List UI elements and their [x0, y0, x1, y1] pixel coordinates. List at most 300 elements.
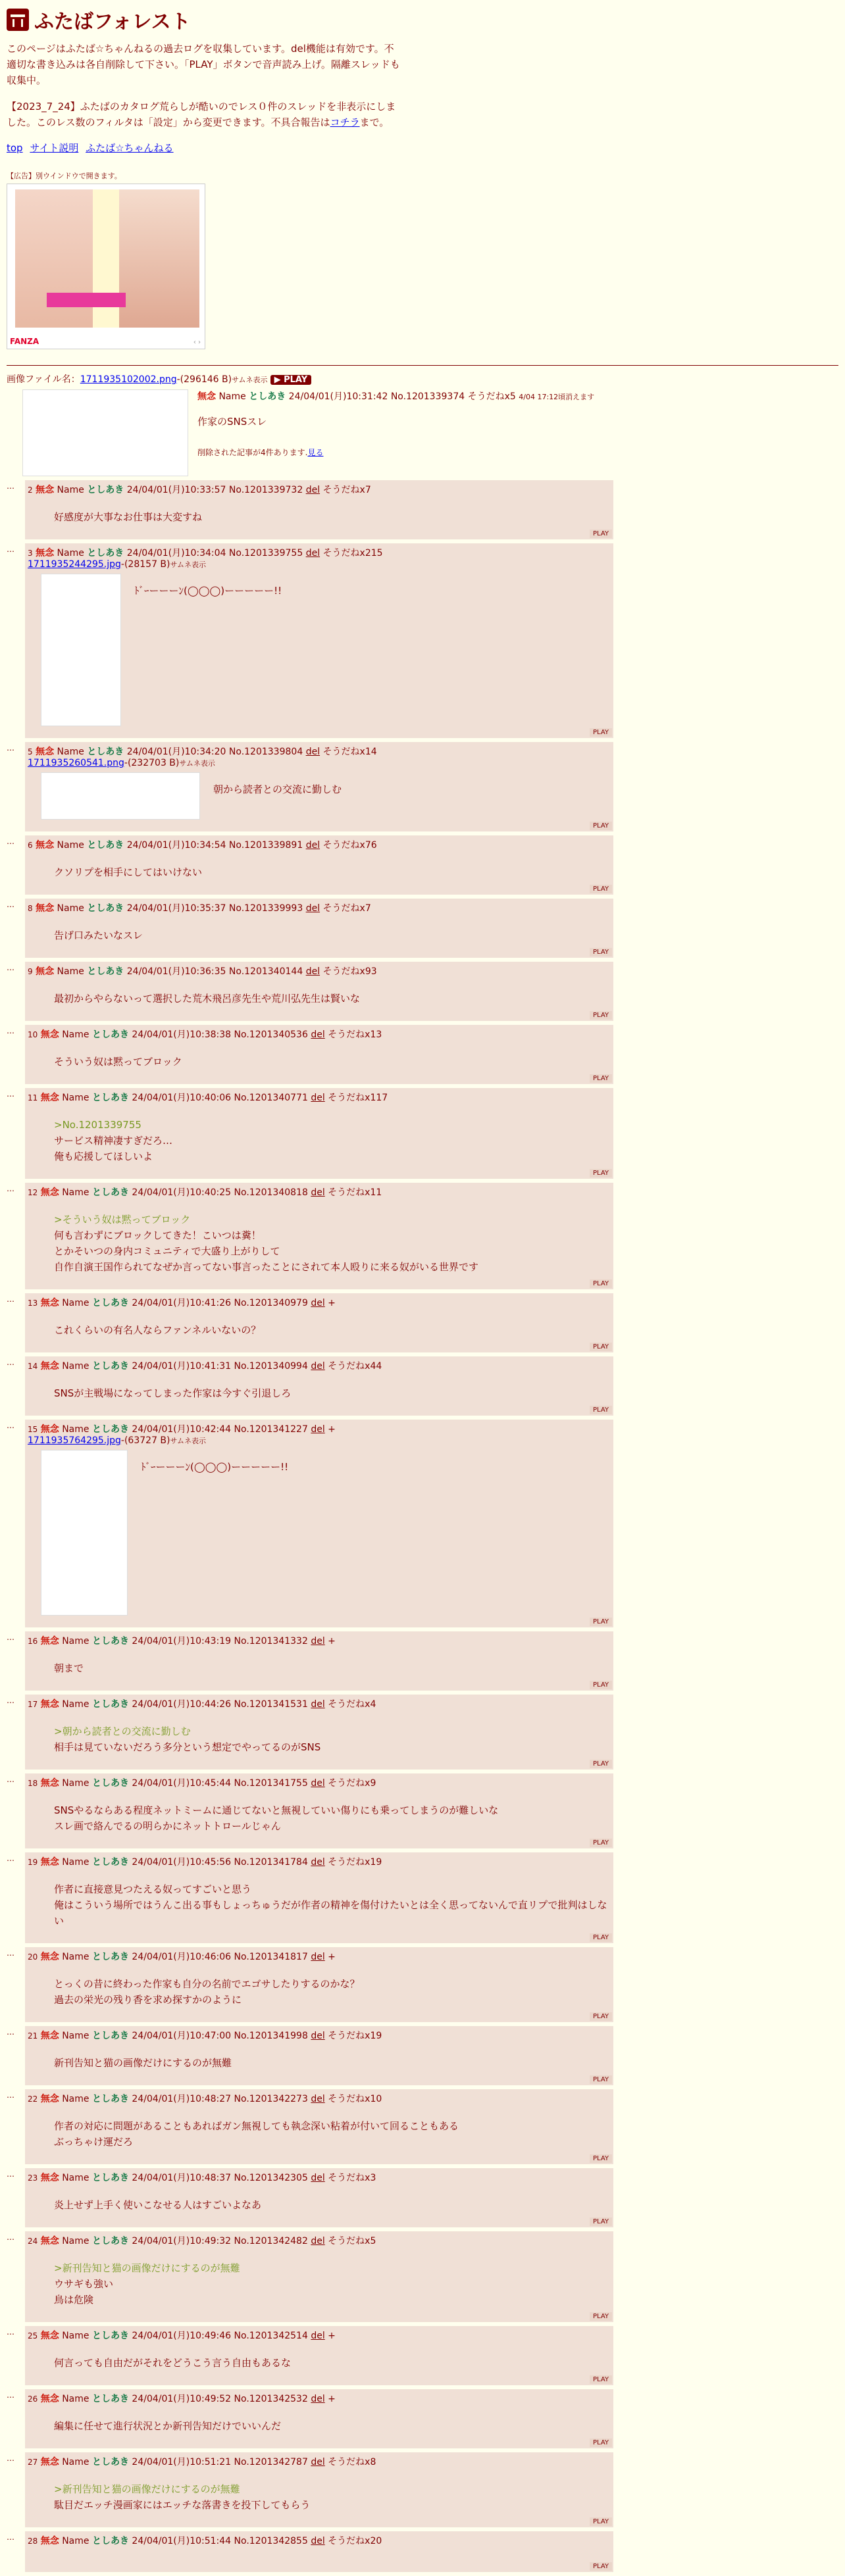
- reply-line: 作者の対応に問題があることもあればガン無視しても執念深い粘着が付いて回ることもある: [54, 2120, 459, 2132]
- reply-no[interactable]: No.1201339804: [228, 747, 303, 757]
- ad-label: 【広告】別ウインドウで開きます。: [7, 172, 122, 180]
- reply-no[interactable]: No.1201341227: [234, 1424, 308, 1435]
- divider: [7, 365, 838, 366]
- reply-no[interactable]: No.1201341755: [234, 1778, 308, 1789]
- play-button[interactable]: PLAY: [590, 2312, 612, 2321]
- reply-number: 12: [28, 1188, 38, 1197]
- play-button[interactable]: PLAY: [590, 1760, 612, 1768]
- op-file-line: 画像ファイル名：1711935102002.png-(296146 B)サムネ表示 ▶ PLAY: [7, 372, 838, 385]
- reply-name-label: Name: [62, 1298, 90, 1308]
- reply-name: としあき: [91, 1093, 129, 1103]
- reply-subject: 無念: [36, 840, 55, 851]
- play-button[interactable]: PLAY: [590, 2075, 612, 2084]
- del-link[interactable]: del: [311, 2536, 325, 2546]
- sodane-button[interactable]: そうだねx76: [322, 840, 377, 851]
- reply-line: とっくの昔に終わった作家も自分の名前でエゴサしたりするのかな？: [54, 1978, 360, 1990]
- reply-line: 新刊告知と猫の画像だけにするのが無難: [54, 2057, 232, 2069]
- reply-datetime: 24/04/01(月)10:34:54: [126, 840, 226, 851]
- sodane-button[interactable]: そうだねx5: [328, 2236, 376, 2246]
- reply-subject: 無念: [36, 485, 55, 495]
- reply-line: 炎上せず上手く使いこなせる人はすごいよなあ: [54, 2199, 262, 2211]
- reply-meta: [28, 2234, 613, 2247]
- sodane-button[interactable]: そうだねx7: [322, 903, 371, 914]
- del-link[interactable]: del: [311, 2457, 325, 2467]
- sodane-button[interactable]: そうだねx7: [322, 485, 371, 495]
- reply-meta: [28, 2092, 613, 2105]
- reply-no[interactable]: No.1201341531: [234, 1699, 308, 1710]
- reply-line: ぶっちゃけ運だろ: [54, 2136, 134, 2148]
- reply-name: としあき: [91, 1361, 129, 1372]
- reply-post: [25, 1420, 613, 1627]
- sodane-button[interactable]: +: [328, 1636, 336, 1647]
- reply-body: [54, 1723, 613, 1755]
- play-button[interactable]: PLAY: [590, 1074, 612, 1083]
- reply-subject: 無念: [40, 2457, 59, 2467]
- reply-body: [54, 2260, 613, 2308]
- reply-number: 2: [28, 485, 33, 495]
- reply-name-label: Name: [62, 1093, 90, 1103]
- reply-row: [7, 1293, 838, 1352]
- reply-no[interactable]: No.1201339891: [228, 840, 303, 851]
- reply-subject: 無念: [36, 966, 55, 977]
- reply-body: [54, 2355, 613, 2371]
- reply-post: [25, 1183, 613, 1289]
- reply-subject: 無念: [40, 2536, 59, 2546]
- reply-meta: [28, 1028, 613, 1041]
- sodane-button[interactable]: そうだねx117: [328, 1093, 388, 1103]
- reply-no[interactable]: No.1201341784: [234, 1857, 308, 1868]
- reply-line: 自作自演王国作られてなぜか言ってない事言ったことにされて本人殴りに来る奴がいる世界です: [54, 1261, 479, 1273]
- omit-link[interactable]: 見る: [307, 448, 324, 457]
- play-button[interactable]: PLAY: [590, 2154, 612, 2163]
- reply-subject: 無念: [36, 747, 55, 757]
- reply-dots: …: [7, 2027, 14, 2037]
- reply-name-label: Name: [62, 1424, 90, 1435]
- reply-no[interactable]: No.1201340536: [234, 1029, 308, 1040]
- site-title[interactable]: ふたばフォレスト: [34, 11, 191, 34]
- reply-name-label: Name: [57, 485, 84, 495]
- reply-dots: …: [7, 1633, 14, 1642]
- reply-row: [7, 1088, 838, 1179]
- reply-file-link[interactable]: 1711935244295.jpg: [28, 559, 121, 570]
- reply-body: [213, 781, 342, 797]
- play-button[interactable]: PLAY: [590, 530, 612, 538]
- intro-paragraph-1: このページはふたば☆ちゃんねるの過去ログを収集しています。del機能は有効です。不適切な書き込みは各自削除して下さい。「PLAY」ボタンで音声読み上げ。隔離スレッドも収集中。: [7, 43, 400, 86]
- reply-file-size: -(28157 B): [120, 559, 170, 570]
- reply-subject: 無念: [36, 548, 55, 558]
- reply-line: 駄目だエッチ漫画家にはエッチな落書きを投下してもらう: [54, 2499, 311, 2511]
- reply-post: [25, 962, 613, 1021]
- reply-name: としあき: [87, 548, 124, 558]
- sodane-button[interactable]: そうだねx20: [328, 2536, 382, 2546]
- reply-post: [25, 2452, 613, 2527]
- del-link[interactable]: del: [311, 1298, 325, 1308]
- reply-no[interactable]: No.1201342787: [234, 2457, 308, 2467]
- reply-body: [54, 1881, 613, 1929]
- reply-subject: 無念: [40, 1424, 59, 1435]
- reply-subject: 無念: [40, 2394, 59, 2404]
- reply-body: [141, 1459, 288, 1475]
- reply-name-label: Name: [62, 2173, 90, 2183]
- reply-no[interactable]: No.1201341998: [234, 2031, 308, 2041]
- reply-line: 告げ口みたいなスレ: [54, 929, 143, 941]
- play-button[interactable]: PLAY: [590, 2375, 612, 2384]
- play-button[interactable]: PLAY: [590, 1839, 612, 1847]
- sodane-button[interactable]: そうだねx10: [328, 2094, 382, 2104]
- reply-subject: 無念: [40, 2031, 59, 2041]
- reply-no[interactable]: No.1201339732: [228, 485, 303, 495]
- reply-meta: [28, 2455, 613, 2468]
- del-link[interactable]: del: [311, 2031, 325, 2041]
- reply-quote: >新刊告知と猫の画像だけにするのが無難: [54, 2262, 240, 2274]
- reply-file-link[interactable]: 1711935764295.jpg: [28, 1435, 121, 1446]
- play-button[interactable]: PLAY: [590, 1406, 612, 1414]
- reply-post: [25, 1293, 613, 1352]
- reply-post: [25, 2389, 613, 2448]
- reply-dots: …: [7, 1295, 14, 1304]
- reply-datetime: 24/04/01(月)10:47:00: [132, 2031, 232, 2041]
- play-button[interactable]: PLAY: [590, 728, 612, 737]
- op-omit: 削除された記事が4件あります.見る: [197, 448, 324, 457]
- reply-meta: [28, 1634, 613, 1647]
- reply-number: 11: [28, 1093, 38, 1102]
- play-button[interactable]: PLAY: [590, 1011, 612, 1020]
- reply-name-label: Name: [62, 1361, 90, 1372]
- play-button[interactable]: PLAY: [590, 2517, 612, 2526]
- play-button[interactable]: PLAY: [590, 2562, 612, 2571]
- reply-row: [7, 962, 838, 1021]
- del-link[interactable]: del: [311, 1952, 325, 1962]
- del-link[interactable]: del: [311, 1029, 325, 1040]
- reply-line: 作者に直接意見つたえる奴ってすごいと思う: [54, 1883, 252, 1895]
- reply-row: [7, 2089, 838, 2164]
- reply-body: [54, 2055, 613, 2071]
- reply-dots: …: [7, 2327, 14, 2337]
- reply-datetime: 24/04/01(月)10:41:31: [132, 1361, 232, 1372]
- reply-name: としあき: [91, 1699, 129, 1710]
- sodane-button[interactable]: そうだねx9: [328, 1778, 376, 1789]
- reply-quote: >No.1201339755: [54, 1119, 141, 1131]
- reply-meta: [28, 546, 613, 559]
- del-link[interactable]: del: [305, 548, 320, 558]
- sodane-button[interactable]: そうだねx14: [322, 747, 377, 757]
- reply-row: [7, 480, 838, 539]
- ad-arrows[interactable]: ‹ ›: [193, 339, 201, 346]
- reply-datetime: 24/04/01(月)10:36:35: [126, 966, 226, 977]
- reply-no[interactable]: No.1201340979: [234, 1298, 308, 1308]
- ad-banner[interactable]: [7, 184, 205, 349]
- reply-line: サービス精神凄すぎだろ…: [54, 1135, 173, 1147]
- reply-post: [25, 1025, 613, 1084]
- thumb-note: サムネ表示: [170, 1437, 206, 1445]
- reply-name: としあき: [91, 2457, 129, 2467]
- reply-no[interactable]: No.1201342532: [234, 2394, 308, 2404]
- del-link[interactable]: del: [311, 1699, 325, 1710]
- reply-meta: [28, 1091, 613, 1104]
- site-header: [7, 5, 838, 34]
- reply-image[interactable]: [41, 772, 200, 820]
- reply-subject: 無念: [40, 1778, 59, 1789]
- op-thumbnail[interactable]: [22, 389, 188, 476]
- play-button[interactable]: PLAY: [590, 885, 612, 893]
- reply-image[interactable]: [41, 574, 121, 726]
- reply-meta: [28, 1296, 613, 1309]
- reply-dots: …: [7, 963, 14, 972]
- del-link[interactable]: del: [311, 2331, 325, 2341]
- play-button[interactable]: PLAY: [590, 2012, 612, 2021]
- reply-subject: 無念: [40, 1298, 59, 1308]
- reply-row: [7, 543, 838, 738]
- del-link[interactable]: del: [311, 1093, 325, 1103]
- reply-no[interactable]: No.1201341332: [234, 1636, 308, 1647]
- reply-datetime: 24/04/01(月)10:40:06: [132, 1093, 232, 1103]
- reply-name: としあき: [91, 2394, 129, 2404]
- reply-name-label: Name: [62, 2331, 90, 2341]
- sodane-button[interactable]: そうだねx215: [322, 548, 383, 558]
- reply-meta: [28, 1185, 613, 1199]
- reply-file-line: [28, 1435, 613, 1446]
- reply-line: ﾄﾞｰーーーﾝ(◯◯◯)ーーーーー!!: [134, 585, 282, 597]
- reply-no[interactable]: No.1201342273: [234, 2094, 308, 2104]
- reply-meta: [28, 838, 613, 851]
- reply-subject: 無念: [40, 2331, 59, 2341]
- reply-name: としあき: [91, 2536, 129, 2546]
- reply-no[interactable]: No.1201339755: [228, 548, 303, 558]
- reply-post: [25, 2168, 613, 2227]
- reply-subject: 無念: [40, 2094, 59, 2104]
- reply-name: としあき: [91, 1857, 129, 1868]
- sodane-button[interactable]: そうだねx44: [328, 1361, 382, 1372]
- reply-row: [7, 2026, 838, 2085]
- reply-number: 24: [28, 2237, 38, 2246]
- sodane-button[interactable]: そうだねx93: [322, 966, 377, 977]
- reply-body: [54, 1212, 613, 1275]
- op-file-link[interactable]: 1711935102002.png: [80, 374, 177, 385]
- reply-meta: [28, 1855, 613, 1868]
- op-sodane[interactable]: そうだねx5: [467, 391, 516, 402]
- reply-number: 16: [28, 1637, 38, 1646]
- reply-number: 5: [28, 747, 33, 756]
- sodane-button[interactable]: そうだねx8: [328, 2457, 376, 2467]
- reply-dots: …: [7, 900, 14, 909]
- reply-meta: [28, 483, 613, 496]
- reply-no[interactable]: No.1201342855: [234, 2536, 308, 2546]
- reply-number: 14: [28, 1362, 38, 1371]
- reply-meta: [28, 964, 613, 978]
- play-button[interactable]: PLAY: [590, 948, 612, 956]
- reply-name: としあき: [91, 1952, 129, 1962]
- reply-subject: 無念: [40, 1952, 59, 1962]
- reply-line: 朝まで: [54, 1662, 84, 1674]
- reply-row: [7, 2326, 838, 2385]
- reply-subject: 無念: [40, 1699, 59, 1710]
- reply-dots: …: [7, 2169, 14, 2179]
- reply-name: としあき: [91, 2094, 129, 2104]
- sodane-button[interactable]: +: [328, 2394, 336, 2404]
- reply-no[interactable]: No.1201340994: [234, 1361, 308, 1372]
- del-link[interactable]: del: [305, 966, 320, 977]
- reply-body: [54, 2418, 613, 2434]
- del-link[interactable]: del: [305, 903, 320, 914]
- reply-subject: 無念: [40, 1187, 59, 1198]
- reply-body: [54, 2481, 613, 2513]
- futaba-link[interactable]: ふたば☆ちゃんねる: [86, 142, 174, 154]
- reply-meta: [28, 1422, 613, 1435]
- reply-number: 20: [28, 1952, 38, 1962]
- reply-dots: …: [7, 1854, 14, 1863]
- sodane-button[interactable]: +: [328, 1424, 336, 1435]
- reply-name: としあき: [87, 903, 124, 914]
- reply-row: [7, 2389, 838, 2448]
- reply-dots: …: [7, 545, 14, 554]
- reply-row: [7, 1773, 838, 1848]
- play-button[interactable]: PLAY: [590, 2439, 612, 2447]
- reply-number: 6: [28, 841, 33, 850]
- play-button[interactable]: PLAY: [590, 1618, 612, 1626]
- reply-number: 28: [28, 2537, 38, 2546]
- play-button[interactable]: PLAY: [590, 1681, 612, 1689]
- reply-line: 好感度が大事なお仕事は大変すね: [54, 511, 203, 523]
- del-link[interactable]: del: [305, 840, 320, 851]
- sodane-button[interactable]: そうだねx19: [328, 1857, 382, 1868]
- reply-no[interactable]: No.1201342305: [234, 2173, 308, 2183]
- reply-quote: >そういう奴は黙ってブロック: [54, 1214, 191, 1226]
- reply-no[interactable]: No.1201341817: [234, 1952, 308, 1962]
- del-link[interactable]: del: [311, 1778, 325, 1789]
- reply-name: としあき: [91, 1424, 129, 1435]
- reply-subject: 無念: [40, 1093, 59, 1103]
- del-link[interactable]: del: [311, 2094, 325, 2104]
- sodane-button[interactable]: そうだねx3: [328, 2173, 376, 2183]
- reply-no[interactable]: No.1201340144: [228, 966, 303, 977]
- reply-no[interactable]: No.1201342514: [234, 2331, 308, 2341]
- reply-row: [7, 1947, 838, 2022]
- reply-number: 10: [28, 1030, 38, 1039]
- reply-dots: …: [7, 1358, 14, 1367]
- del-link[interactable]: del: [305, 485, 320, 495]
- reply-name-label: Name: [57, 840, 84, 851]
- del-link[interactable]: del: [311, 1187, 325, 1198]
- reply-post: [25, 1947, 613, 2022]
- reply-row: [7, 2452, 838, 2527]
- reply-post: [25, 1356, 613, 1416]
- reply-dots: …: [7, 1026, 14, 1035]
- del-link[interactable]: del: [311, 1424, 325, 1435]
- del-link[interactable]: del: [311, 1636, 325, 1647]
- reply-no[interactable]: No.1201342482: [234, 2236, 308, 2246]
- reply-row: [7, 1025, 838, 1084]
- reply-datetime: 24/04/01(月)10:48:37: [132, 2173, 232, 2183]
- sodane-button[interactable]: +: [328, 2331, 336, 2341]
- sodane-button[interactable]: そうだねx11: [328, 1187, 382, 1198]
- play-button[interactable]: PLAY: [590, 1169, 612, 1177]
- sodane-button[interactable]: そうだねx19: [328, 2031, 382, 2041]
- reply-datetime: 24/04/01(月)10:40:25: [132, 1187, 232, 1198]
- reply-body: [54, 2118, 613, 2150]
- reply-datetime: 24/04/01(月)10:49:32: [132, 2236, 232, 2246]
- op-play-button[interactable]: ▶ PLAY: [270, 375, 312, 385]
- reply-number: 22: [28, 2094, 38, 2104]
- sodane-button[interactable]: +: [328, 1952, 336, 1962]
- reply-name-label: Name: [62, 2394, 90, 2404]
- sodane-button[interactable]: そうだねx13: [328, 1029, 382, 1040]
- reply-dots: …: [7, 2390, 14, 2400]
- play-button[interactable]: PLAY: [590, 1279, 612, 1288]
- play-button[interactable]: PLAY: [590, 2217, 612, 2226]
- del-link[interactable]: del: [311, 1361, 325, 1372]
- reply-body: [54, 1976, 613, 2008]
- reply-name-label: Name: [57, 747, 84, 757]
- reply-post: [25, 1852, 613, 1943]
- play-button[interactable]: PLAY: [590, 1343, 612, 1351]
- reply-datetime: 24/04/01(月)10:45:44: [132, 1778, 232, 1789]
- reply-dots: …: [7, 1775, 14, 1784]
- forest-logo-icon[interactable]: [7, 9, 29, 31]
- reply-meta: [28, 1776, 613, 1789]
- reply-line: 何も言わずにブロックしてきた！こいつは糞！: [54, 1229, 261, 1241]
- del-link[interactable]: del: [311, 2394, 325, 2404]
- reply-meta: [28, 901, 613, 914]
- report-link[interactable]: コチラ: [330, 116, 360, 128]
- ad-brand: FANZA: [10, 337, 39, 346]
- reply-row: [7, 2231, 838, 2322]
- reply-list: [7, 480, 838, 2572]
- reply-row: [7, 742, 838, 831]
- del-link[interactable]: del: [311, 1857, 325, 1868]
- reply-no[interactable]: No.1201340771: [234, 1093, 308, 1103]
- reply-line: ウサギも強い: [54, 2278, 114, 2290]
- reply-number: 26: [28, 2394, 38, 2404]
- del-link[interactable]: del: [311, 2236, 325, 2246]
- reply-name: としあき: [91, 1187, 129, 1198]
- reply-file-link[interactable]: 1711935260541.png: [28, 758, 124, 768]
- sodane-button[interactable]: そうだねx4: [328, 1699, 376, 1710]
- play-button[interactable]: PLAY: [590, 822, 612, 830]
- reply-body: [54, 1322, 613, 1338]
- thumb-note: サムネ表示: [179, 759, 215, 768]
- reply-no[interactable]: No.1201339993: [228, 903, 303, 914]
- about-link[interactable]: サイト説明: [30, 142, 79, 154]
- op-post: [22, 389, 838, 476]
- reply-post: [25, 1773, 613, 1848]
- reply-number: 21: [28, 2031, 38, 2041]
- reply-row: [7, 2531, 838, 2572]
- reply-post: [25, 480, 613, 539]
- reply-subject: 無念: [40, 2173, 59, 2183]
- reply-image[interactable]: [41, 1450, 128, 1616]
- sodane-button[interactable]: +: [328, 1298, 336, 1308]
- reply-post: [25, 1695, 613, 1770]
- reply-no[interactable]: No.1201340818: [234, 1187, 308, 1198]
- reply-body: [54, 1660, 613, 1676]
- reply-post: [25, 2326, 613, 2385]
- play-button[interactable]: PLAY: [590, 1933, 612, 1942]
- reply-line: 俺も応援してほしいよ: [54, 1151, 153, 1162]
- thumb-note: サムネ表示: [170, 560, 206, 569]
- reply-name-label: Name: [62, 2236, 90, 2246]
- reply-dots: …: [7, 2454, 14, 2463]
- reply-line: ﾄﾞｰーーーﾝ(◯◯◯)ーーーーー!!: [141, 1461, 289, 1473]
- del-link[interactable]: del: [305, 747, 320, 757]
- top-link[interactable]: top: [7, 142, 23, 154]
- reply-line: SNSやるならある程度ネットミームに通じてないと無視していい傷りにも乗ってしまうのが難しいな: [54, 1804, 499, 1816]
- reply-body: [54, 1054, 613, 1070]
- del-link[interactable]: del: [311, 2173, 325, 2183]
- reply-name-label: Name: [57, 548, 84, 558]
- ad-image-right: [119, 189, 199, 328]
- reply-meta: [28, 1950, 613, 1963]
- reply-number: 15: [28, 1425, 38, 1434]
